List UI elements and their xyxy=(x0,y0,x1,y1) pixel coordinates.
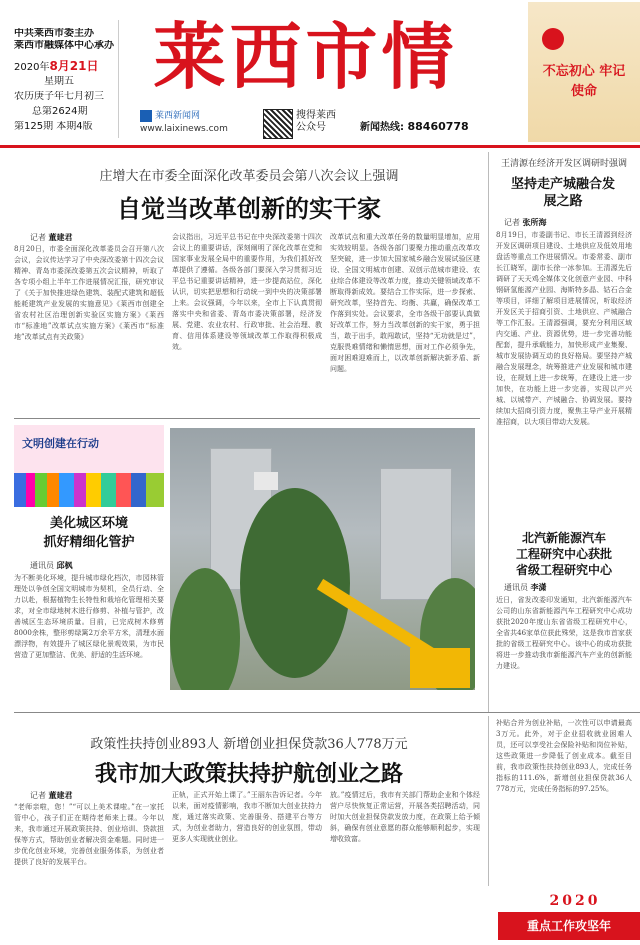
side1-subtitle: 王清源在经济开发区调研时强调 xyxy=(500,159,627,169)
hotline-label: 新闻热线: xyxy=(360,122,404,133)
byline-name: 董建君 xyxy=(48,232,73,242)
side2-byline xyxy=(504,582,547,593)
lead-column-1: 8月20日，市委全面深化改革委员会召开第八次会议，会议传达学习了中央深改委第十四次会议精神、青岛市委深改委第五次会议精神，听取了各专项小组上半年工作进展情况汇报，研究审议了《关于加快推进绿色建筑、装配式建筑和超低能耗建筑产业发展的实施意见》《莱西市创建全省农村社区治理创新实验区实施方案》《莱西市“标准地”改革试点实施方案》《莱西市“标准地”改革试点有关政策》 xyxy=(14,245,164,341)
byline-name: 张所海 xyxy=(522,217,547,227)
section-divider xyxy=(14,712,640,713)
lead-title: 自觉当改革创新的实干家 xyxy=(117,194,381,223)
civility-title-line-2: 抓好精细化管护 xyxy=(43,535,135,550)
civility-title xyxy=(14,514,164,552)
year-stamp: 2020 xyxy=(549,893,601,909)
bottom-column-1: “老师亲啦，您！”“可以上美术课啦。”在一家托管中心，孩子们正在期待老师来上课。今年以来，我市通过开展政策扶持、创业培训、贷款担保等方式，帮助创业者解决资金难题。同时进一步优化创业环境，完善创业服务体系，为创业者提供了良好的发展平台。 xyxy=(14,803,164,866)
bottom-column-2: 正轨，正式开始上课了。”王丽东告诉记者。今年以来，面对疫情影响，我市不断加大创业扶持力度，通过落实政策、完善服务、搭建平台等方式，为创业者助力，营造良好的创业氛围，带动更多人实现就业创业。 xyxy=(172,791,322,843)
bottom-title: 我市加大政策扶持护航创业之路 xyxy=(94,761,403,787)
city-skyline-illustration xyxy=(14,473,164,507)
website-link[interactable]: www.laixinews.com xyxy=(140,124,228,134)
hotline-number: 88460778 xyxy=(407,120,469,133)
civility-title-line-1: 美化城区环境 xyxy=(49,516,128,531)
app-name: 莱西新闻网 xyxy=(155,111,201,121)
bottom-column-3: 放。”疫情过后，我市有关部门帮助企业和个体经营户尽快恢复正常运营，开展各类招聘活动，同时加大创业担保贷款发放力度，在政策上给予倾斜，确保有创业意愿的群众能够顺利起步，实现增收致富。 xyxy=(330,791,480,843)
campaign-banner: 重点工作攻坚年 xyxy=(498,912,640,940)
side1-body: 8月19日，市委副书记、市长王清源到经济开发区调研项目建设、土地供应及低效用地盘活等重点工作进展情况。市委常委、副市长江晓军，副市长徐一冰参加。王清源先后调研了天天鸡全媒体文化创意产业园、中科钢研氢能源产业园、海斯特多晶、钴石合金等项目，详细了解项目进展情况，听取经济开发区关于招商引资、土地供应、产城融合等工作汇报。王清源强调，要充分利用区域内交通、产业、资源优势，进一步完善功能配套，提升承载能力，加快形成产业集聚、城市发展协调互动的良好格局。要坚持产城融合发展理念，统筹推进产业发展和城市建设，在规划上进一步统筹，在建设上进一步加快，在功能上进一步完善，实现以产兴城、以城带产、产城融合、协调发展。要持续加大招商引资力度，聚焦主导产业开展精准招商，以大项目带动大发展。 xyxy=(496,231,632,426)
byline-label: 通讯员 xyxy=(30,561,54,570)
bottom-column-4: 补贴合并为创业补贴，一次性可以申请最高3万元。此外，对于企业招收就业困难人员，还可以享受社会保险补贴和岗位补贴，这些政策进一步降低了创业成本。截至目前，我市政策性扶持创业893人，完成任务指标的111.6%，新增创业担保贷款36人778万元，完成任务指标的97.25%。 xyxy=(496,719,632,793)
side2-title xyxy=(494,530,634,578)
app-logo[interactable] xyxy=(140,108,210,124)
masthead-title: 莱西市情 xyxy=(153,14,458,99)
header-rule xyxy=(0,145,640,148)
lunar-date: 农历庚子年七月初三 xyxy=(14,91,104,102)
byline-name: 邱枫 xyxy=(56,560,73,570)
civility-byline xyxy=(30,560,73,571)
total-issue: 总第2624期 xyxy=(32,106,88,117)
side2-body: 近日，省发改委印发通知，北汽新能源汽车公司的山东省新能源汽车工程研究中心成功获批2020年度山东省省级工程研究中心，全省共46家单位获此殊荣，这是我市首家获批的省级工程研究中心。该中心的成功获批将进一步推动我市新能源汽车产业的创新能力建设。 xyxy=(496,596,632,670)
publisher-line-1: 中共莱西市委主办 xyxy=(14,28,94,39)
qr-label-2: 公众号 xyxy=(296,122,326,133)
civility-body: 为不断美化环境，提升城市绿化档次，市园林管理处以争创全国文明城市为契机，全员行动、全力以赴，根据植物生长特性和栽培化管理相关要求，对全市绿地树木进行修剪、补植与管护，改善城区生态环境质量。目前，已完成树木修剪8000余株，整形剪绿篱2万余平方米，清理水面漂浮物，有效提升了城区绿化景观效果，为市民营造了更加整洁、优美、舒适的生活环境。 xyxy=(14,574,164,659)
hotline xyxy=(360,118,469,133)
lead-subtitle: 庄增大在市委全面深化改革委员会第八次会议上强调 xyxy=(99,169,399,184)
bottom-subtitle: 政策性扶持创业893人 新增创业担保贷款36人778万元 xyxy=(90,737,408,752)
publisher-line-2: 莱西市融媒体中心承办 xyxy=(14,40,114,51)
crane-truck xyxy=(410,648,470,688)
column-divider xyxy=(488,716,489,886)
aerial-bucket xyxy=(254,472,278,490)
side1-title: 坚持走产城融合发展之路 xyxy=(510,177,615,209)
weekday: 星期五 xyxy=(44,76,74,87)
side2-title-line-3: 省级工程研究中心 xyxy=(515,563,612,577)
publication-info xyxy=(14,28,114,133)
qr-code-icon[interactable] xyxy=(263,109,293,139)
byline-label: 记者 xyxy=(504,218,520,227)
qr-caption xyxy=(296,110,336,134)
bottom-byline xyxy=(30,790,73,801)
news-app-icon xyxy=(140,110,152,122)
header-divider xyxy=(118,20,119,138)
issue-number: 第125期 本期4版 xyxy=(14,121,93,132)
slogan-panel xyxy=(528,2,640,142)
slogan-text: 不忘初心 牢记使命 xyxy=(542,64,626,99)
date-main: 8月21日 xyxy=(49,60,99,73)
qr-label-1: 搜得莱西 xyxy=(296,110,336,121)
byline-name: 李潇 xyxy=(530,582,547,592)
building xyxy=(380,468,452,600)
lead-column-3: 改革试点和重大改革任务的数量明显增加，应用实效较明显。各级各部门要聚力推动重点改革攻坚突破，进一步加大国家城乡融合发展试验区建设、全国文明城市创建、双创示范城市建设、农业综合体建设等改革力度，推动关键领域改革不断取得新成效。要结合工作实际，进一步探索、研究改革，坚持首先、均衡、共赢，确保改革工作落到实处。会议要求，全市各级干部要认真做好改革工作，努力当改革创新的实干家，勇于担当，敢于出手，敢闯敢试，坚持“无功就是过”，克服畏难情绪和懒惰思想，面对工作必须争先，面对困难迎难而上，以改革创新解决新矛盾、新问题。 xyxy=(330,233,480,373)
section-divider xyxy=(14,418,480,419)
lead-byline xyxy=(30,232,73,243)
side2-title-line-2: 工程研究中心获批 xyxy=(515,547,612,561)
side2-title-line-1: 北汽新能源汽车 xyxy=(521,531,606,545)
civility-banner xyxy=(14,425,164,507)
lead-column-2: 会议指出，习近平总书记在中央深改委第十四次会议上的重要讲话，深刻阐明了深化改革在党和国家事业发展全局中的重要作用，为我们抓好改革提供了遵循。各级各部门要深入学习贯彻习近平总书记重要讲话精神，进一步提高站位，深化认识，切实把思想和行动统一到中央的决策部署上来。会议强调，今年以来，全市上下认真贯彻落实中央和省委、青岛市委决策部署，经济发展、党建、农业农村、行政审批、社会治理、教育、信用体系建设等领域改革工作取得积极成效。 xyxy=(172,233,322,351)
byline-name: 董建君 xyxy=(48,790,73,800)
tree xyxy=(240,488,350,678)
column-divider xyxy=(488,152,489,712)
byline-label: 记者 xyxy=(30,791,46,800)
byline-label: 通讯员 xyxy=(504,583,528,592)
date-year: 2020年 xyxy=(14,62,50,73)
side1-byline xyxy=(504,217,547,228)
byline-label: 记者 xyxy=(30,233,46,242)
tree-trimming-photo xyxy=(170,428,475,690)
banner-text: 文明创建在行动 xyxy=(22,437,99,450)
party-emblem-icon xyxy=(542,28,564,50)
